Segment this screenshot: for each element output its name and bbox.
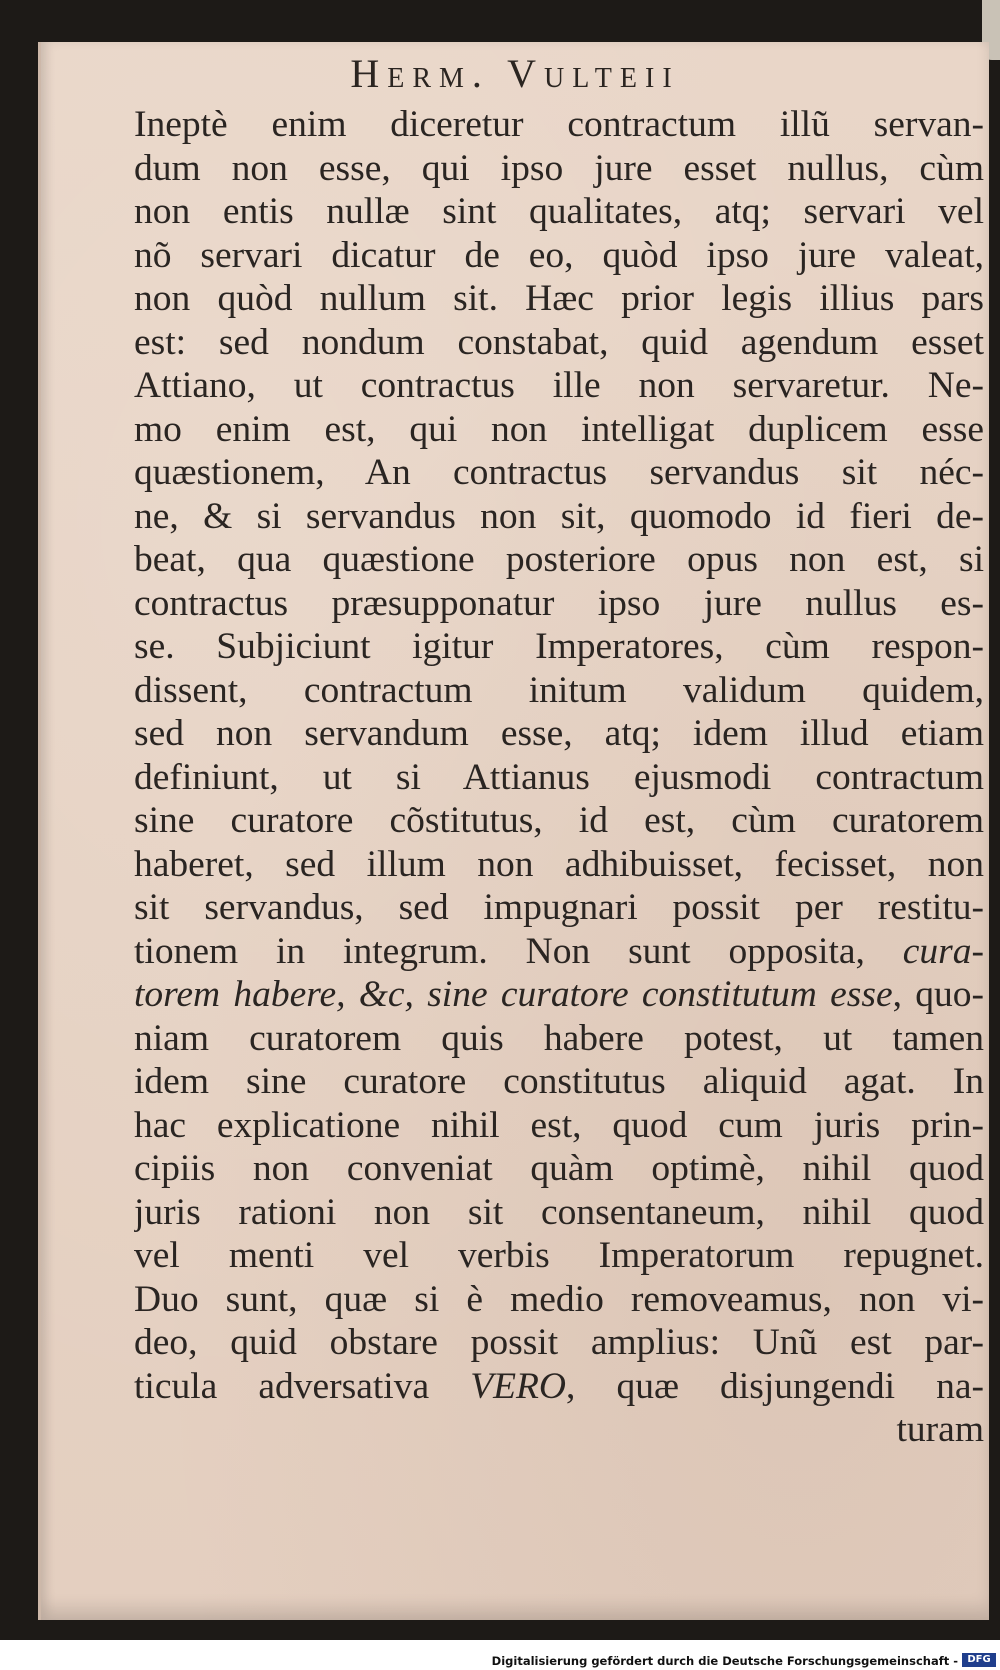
text-line-roman: , quæ disjungendi na- [566, 1365, 984, 1407]
text-line: dissent, contractum initum validum quidem, [134, 669, 984, 711]
text-line: ne, & si servandus non sit, quomodo id fieri de- [134, 495, 984, 537]
text-line: juris rationi non sit consentaneum, nihil quod [134, 1191, 984, 1233]
dfg-logo: DFG [962, 1653, 996, 1667]
text-line-mixed [134, 973, 984, 1017]
text-line: contractus præsupponatur ipso jure nullus es- [134, 582, 984, 624]
text-line: nõ servari dicatur de eo, quòd ipso jure valeat, [134, 234, 984, 276]
text-line-roman: tionem in integrum. Non sunt opposita, [134, 930, 865, 972]
text-line-mixed [134, 1365, 984, 1409]
text-line-mixed [134, 930, 984, 974]
text-line: dum non esse, qui ipso jure esset nullus, cùm [134, 147, 984, 189]
text-line: Duo sunt, quæ si è medio removeamus, non vi- [134, 1278, 984, 1320]
italic-phrase: torem habere, &c, sine curatore constitutum esse [134, 974, 893, 1015]
text-line: deo, quid obstare possit amplius: Unũ est par- [134, 1322, 984, 1363]
text-line: definiunt, ut si Attianus ejusmodi contractum [134, 756, 984, 798]
text-line: vel menti vel verbis Imperatorum repugnet. [134, 1235, 984, 1276]
page-body-text [134, 103, 984, 1452]
text-line: niam curatorem quis habere potest, ut tamen [134, 1017, 984, 1059]
book-page [38, 42, 989, 1620]
text-line: haberet, sed illum non adhibuisset, fecisset, non [134, 843, 984, 885]
text-line: Ineptè enim diceretur contractum illũ servan- [134, 104, 984, 145]
italic-word-vero: VERO [470, 1365, 567, 1407]
text-line: sed non servandum esse, atq; idem illud etiam [134, 713, 984, 754]
text-line: se. Subjiciunt igitur Imperatores, cùm respon- [134, 626, 984, 667]
text-line-roman: , quo- [892, 974, 984, 1015]
text-line: non entis nullæ sint qualitates, atq; servari vel [134, 191, 984, 232]
text-line: cipiis non conveniat quàm optimè, nihil quod [134, 1148, 984, 1189]
text-line: beat, qua quæstione posteriore opus non est, si [134, 539, 984, 580]
text-line: idem sine curatore constitutus aliquid agat. In [134, 1061, 984, 1102]
text-line: sit servandus, sed impugnari possit per restitu- [134, 887, 984, 928]
italic-phrase: cura- [902, 930, 984, 972]
running-head: Herm. Vulteii [350, 51, 680, 96]
text-line: hac explicatione nihil est, quod cum juris prin- [134, 1104, 984, 1146]
text-line-roman: ticula adversativa [134, 1365, 471, 1407]
digitization-credit: Digitalisierung gefördert durch die Deutsche Forschungsgemeinschaft - [491, 1654, 958, 1668]
text-line: sine curatore cõstitutus, id est, cùm curatorem [134, 800, 984, 841]
text-line: Attiano, ut contractus ille non servaretur. Ne- [134, 365, 984, 406]
text-line: est: sed nondum constabat, quid agendum esset [134, 321, 984, 363]
text-line: non quòd nullum sit. Hæc prior legis illius pars [134, 278, 984, 319]
text-line: quæstionem, An contractus servandus sit néc- [134, 452, 984, 493]
text-line: mo enim est, qui non intelligat duplicem esse [134, 408, 984, 450]
catchword: turam [896, 1409, 984, 1450]
